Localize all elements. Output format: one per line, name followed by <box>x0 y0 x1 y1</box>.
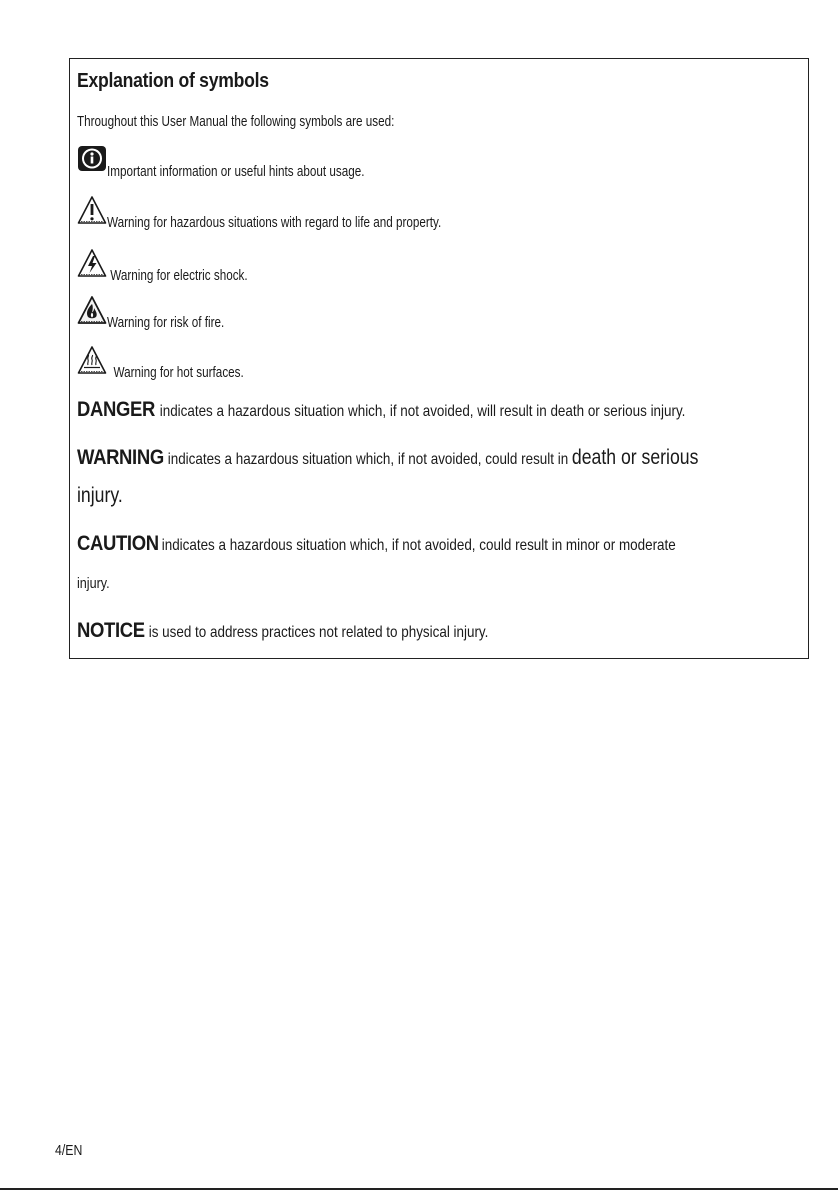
notice-keyword: NOTICE <box>77 619 145 642</box>
symbol-row-fire <box>77 295 257 330</box>
bottom-divider <box>0 1188 838 1190</box>
warning-keyword: WARNING <box>77 446 164 469</box>
notice-paragraph <box>77 619 817 643</box>
symbol-text-fire: Warning for risk of fire. <box>107 314 225 331</box>
danger-paragraph <box>77 398 817 422</box>
intro-text: Throughout this User Manual the following symbols are used: <box>77 113 395 130</box>
symbol-row-electric-shock <box>77 248 287 283</box>
symbol-row-hot-surface <box>77 345 282 380</box>
danger-text: indicates a hazardous situation which, if not avoided, will result in death or serious injury. <box>155 403 686 420</box>
warning-text: indicates a hazardous situation which, if not avoided, could result in <box>163 451 572 468</box>
symbol-text-info: Important information or useful hints about usage. <box>107 163 365 180</box>
symbol-row-info <box>77 144 437 179</box>
caution-paragraph-line2 <box>77 575 817 593</box>
danger-keyword: DANGER <box>77 398 155 421</box>
section-title: Explanation of symbols <box>77 70 269 92</box>
symbol-text-warning: Warning for hazardous situations with regard to life and property. <box>107 214 442 231</box>
notice-text: is used to address practices not related to physical injury. <box>144 624 489 641</box>
symbol-row-warning <box>77 195 536 230</box>
caution-keyword: CAUTION <box>77 532 159 555</box>
caution-text: indicates a hazardous situation which, if not avoided, could result in minor or moderate <box>157 537 676 554</box>
warning-paragraph <box>77 446 817 470</box>
warning-text-end: injury. <box>77 484 123 507</box>
symbol-text-hot-surface: Warning for hot surfaces. <box>107 364 244 381</box>
electric-shock-icon <box>77 248 107 283</box>
warning-triangle-icon <box>77 195 107 230</box>
caution-text-end: injury. <box>77 575 110 592</box>
fire-icon <box>77 295 107 330</box>
warning-text-emphasis: death or serious <box>571 446 699 469</box>
symbol-text-electric-shock: Warning for electric shock. <box>107 267 248 284</box>
page-number: 4/EN <box>55 1142 83 1159</box>
warning-paragraph-line2 <box>77 484 817 508</box>
info-icon <box>77 144 107 179</box>
caution-paragraph <box>77 532 817 556</box>
hot-surface-icon <box>77 345 107 380</box>
